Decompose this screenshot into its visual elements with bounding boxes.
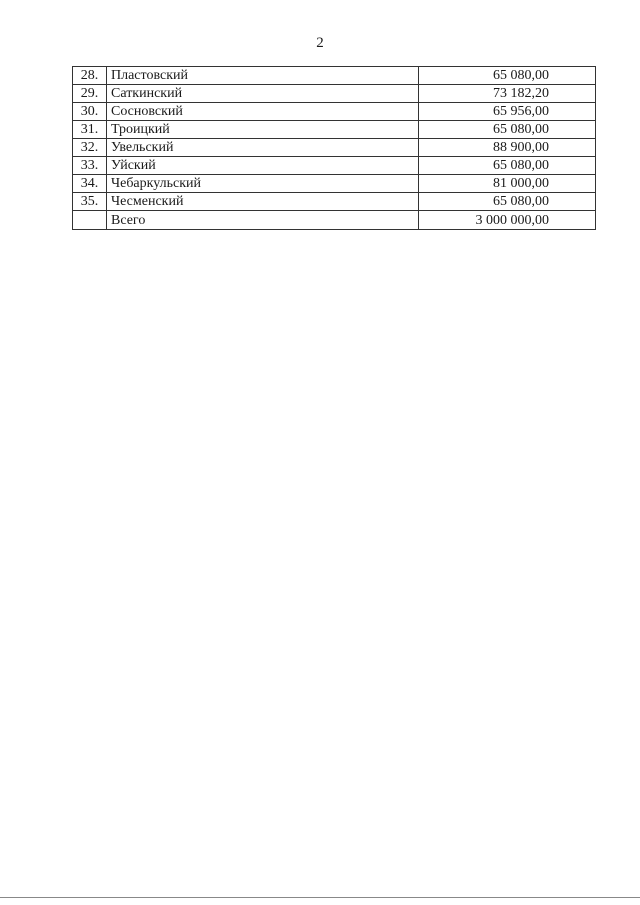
- district-name: Уйский: [107, 157, 419, 175]
- row-number: 33.: [73, 157, 107, 175]
- total-amount: 3 000 000,00: [419, 211, 596, 230]
- row-number: 35.: [73, 193, 107, 211]
- row-number: 32.: [73, 139, 107, 157]
- district-name: Троицкий: [107, 121, 419, 139]
- district-name: Саткинский: [107, 85, 419, 103]
- amount-value: 81 000,00: [419, 175, 596, 193]
- district-name: Чебаркульский: [107, 175, 419, 193]
- amount-value: 65 080,00: [419, 193, 596, 211]
- total-number: [73, 211, 107, 230]
- district-name: Пластовский: [107, 67, 419, 85]
- table-row: [73, 175, 596, 193]
- table-row: [73, 85, 596, 103]
- row-number: 29.: [73, 85, 107, 103]
- district-name: Чесменский: [107, 193, 419, 211]
- table-row: [73, 103, 596, 121]
- total-label: Всего: [107, 211, 419, 230]
- amount-value: 65 080,00: [419, 67, 596, 85]
- table-row: [73, 157, 596, 175]
- district-name: Увельский: [107, 139, 419, 157]
- amount-value: 65 956,00: [419, 103, 596, 121]
- row-number: 34.: [73, 175, 107, 193]
- table-row: [73, 139, 596, 157]
- page-number: 2: [316, 35, 324, 51]
- amount-value: 65 080,00: [419, 121, 596, 139]
- allocation-table: [72, 66, 596, 230]
- amount-value: 73 182,20: [419, 85, 596, 103]
- table-row: [73, 67, 596, 85]
- row-number: 30.: [73, 103, 107, 121]
- table-row: [73, 193, 596, 211]
- table-row: [73, 121, 596, 139]
- row-number: 28.: [73, 67, 107, 85]
- district-name: Сосновский: [107, 103, 419, 121]
- amount-value: 88 900,00: [419, 139, 596, 157]
- bottom-rule: [0, 897, 640, 898]
- total-row: [73, 211, 596, 230]
- row-number: 31.: [73, 121, 107, 139]
- amount-value: 65 080,00: [419, 157, 596, 175]
